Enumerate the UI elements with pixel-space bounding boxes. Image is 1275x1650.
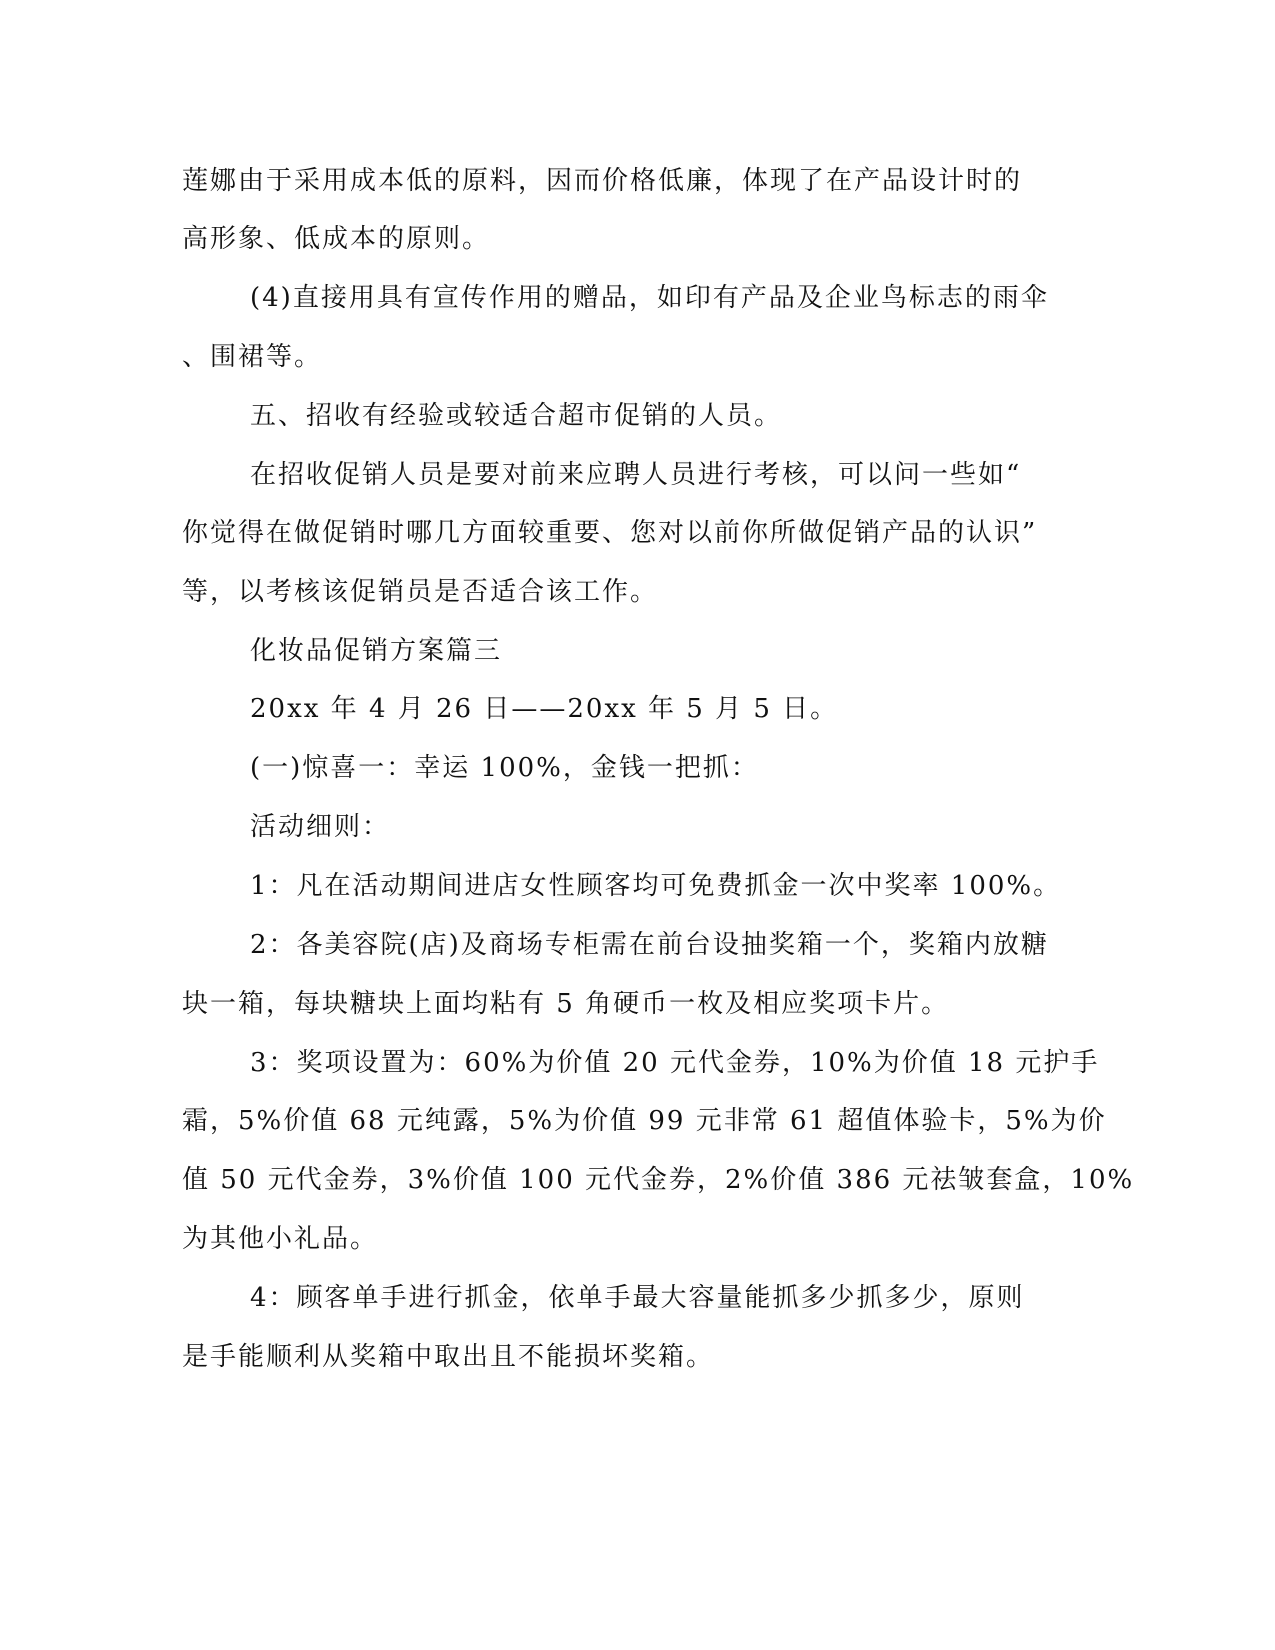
date-range: 20xx 年 4 月 26 日——20xx 年 5 月 5 日。 [250, 694, 839, 724]
list-item-continued: 值 50 元代金券，3%价值 100 元代金券，2%价值 386 元祛皱套盒，10% [182, 1165, 1135, 1195]
list-item: 3：奖项设置为：60%为价值 20 元代金券，10%为价值 18 元护手 [250, 1048, 1100, 1078]
list-item: 1：凡在活动期间进店女性顾客均可免费抓金一次中奖率 100%。 [250, 871, 1062, 901]
paragraph-line: 、围裙等。 [182, 342, 323, 372]
paragraph-line: 在招收促销人员是要对前来应聘人员进行考核，可以问一些如“ [250, 460, 1022, 490]
list-item-continued: 为其他小礼品。 [182, 1224, 379, 1254]
paragraph-line: (4)直接用具有宣传作用的赠品，如印有产品及企业鸟标志的雨伞 [250, 283, 1049, 313]
subheading: (一)惊喜一：幸运 100%，金钱一把抓： [250, 753, 759, 783]
list-item: 2：各美容院(店)及商场专柜需在前台设抽奖箱一个，奖箱内放糖 [250, 930, 1049, 960]
paragraph-line: 莲娜由于采用成本低的原料，因而价格低廉，体现了在产品设计时的 [182, 166, 1023, 196]
list-item-continued: 霜，5%价值 68 元纯露，5%为价值 99 元非常 61 超值体验卡，5%为价 [182, 1106, 1107, 1136]
section-title: 化妆品促销方案篇三 [250, 636, 503, 666]
paragraph-line: 你觉得在做促销时哪几方面较重要、您对以前你所做促销产品的认识” [182, 518, 1038, 548]
paragraph-line: 高形象、低成本的原则。 [182, 224, 491, 254]
list-item-continued: 块一箱，每块糖块上面均粘有 5 角硬币一枚及相应奖项卡片。 [182, 989, 950, 1019]
list-item-continued: 是手能顺利从奖箱中取出且不能损坏奖箱。 [182, 1342, 715, 1372]
paragraph-line: 等，以考核该促销员是否适合该工作。 [182, 577, 659, 607]
section-heading: 五、招收有经验或较适合超市促销的人员。 [250, 401, 783, 431]
subheading: 活动细则： [250, 812, 391, 842]
list-item: 4：顾客单手进行抓金，依单手最大容量能抓多少抓多少，原则 [250, 1283, 1025, 1313]
